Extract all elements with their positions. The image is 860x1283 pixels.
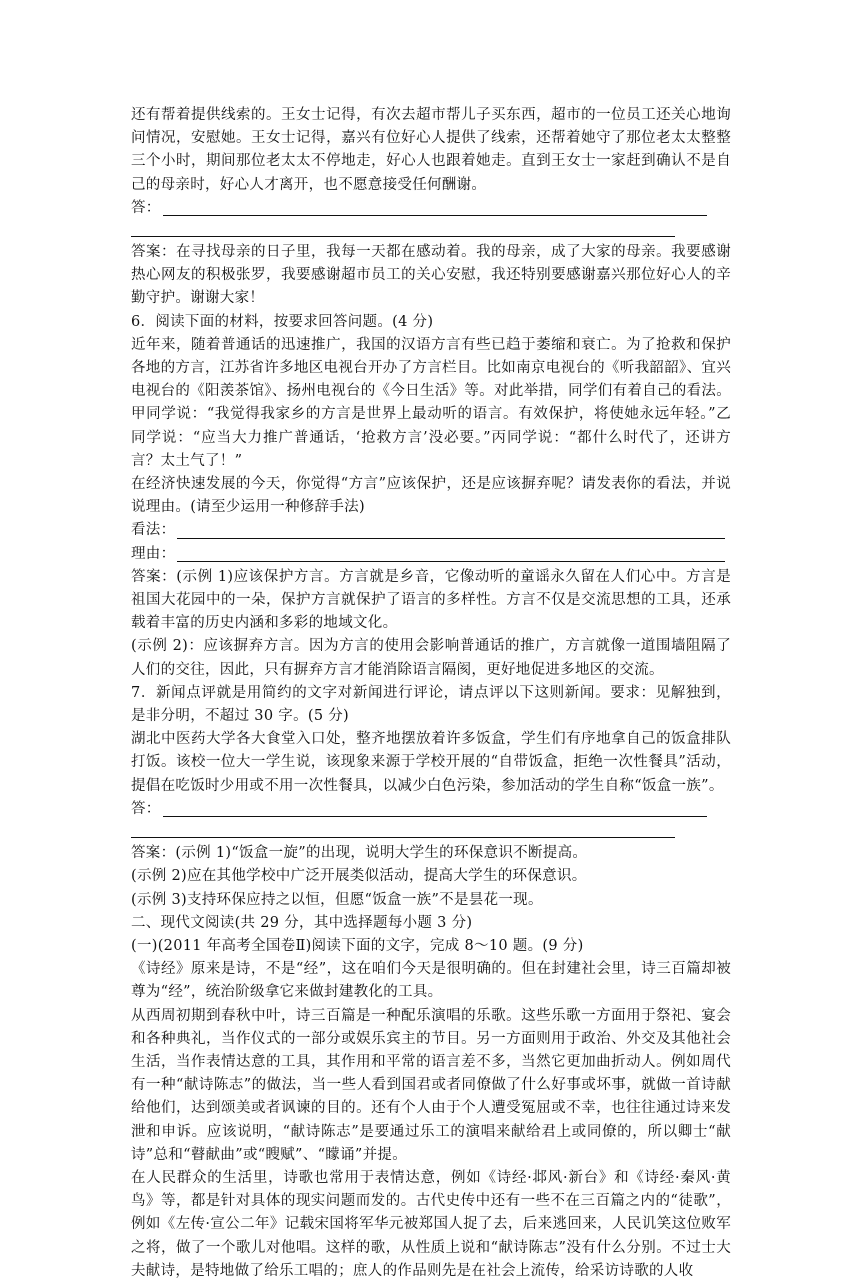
question-6-material: 近年来，随着普通话的迅速推广，我国的汉语方言有些已趋于萎缩和衰亡。为了抢救和保护各地的方言，江苏省许多地区电视台开办了方言栏目。比如南京电视台的《听我韶韶》、宜兴电视台的《阳羡茶馆》、扬州电视台的《今日生活》等。对此举措，同学们有着自己的看法。甲同学说：“我觉得我家乡的方言是世界上最动听的语言。有效保护，将使她永远年轻。”乙同学说：“应当大力推广普通话，‘抢救方言’没必要。”丙同学说：“都什么时代了，还讲方言？太土气了！” [131,336,731,469]
reading-paragraph-2: 从西周初期到春秋中叶，诗三百篇是一种配乐演唱的乐歌。这些乐歌一方面用于祭祀、宴会和各种典礼，当作仪式的一部分或娱乐宾主的节目。另一方面则用于政治、外交及其他社会生活，当作表情达意的工具，其作用和平常的语言差不多，当然它更加曲折动人。例如周代有一种“献诗陈志”的做法，当一些人看到国君或者同僚做了什么好事或坏事，就做一首诗献给他们，达到颂美或者讽谏的目的。还有个人由于个人遭受冤屈或不幸，也往往通过诗来发泄和申诉。应该说明，“献诗陈志”是要通过乐工的演唱来献给君上或同僚的，所以卿士“献诗”总和“瞽献曲”或“瞍赋”、“矇诵”并提。 [131,1007,731,1163]
answer-q6-example-1: 答案：(示例 1)应该保护方言。方言就是乡音，它像动听的童谣永久留在人们心中。方言是祖国大花园中的一朵，保护方言就保护了语言的多样性。方言不仅是交流思想的工具，还承载着丰富的历史内涵和多彩的地域文化。 [131,568,731,632]
reading-paragraph-3: 在人民群众的生活里，诗歌也常用于表情达意，例如《诗经·邶风·新台》和《诗经·秦风·黄鸟》等，都是针对具体的现实问题而发的。古代史传中还有一些不在三百篇之内的“徒歌”，例如《左传·宣公二年》记载宋国将军华元被郑国人捉了去，后来逃回来，人民讥笑这位败军之将，做了一个歌儿对他唱。这样的歌，从性质上说和“献诗陈志”没有什么分别。不过士大夫献诗，是特地做了给乐工唱的；庶人的作品则先是在社会上流传，给采访诗歌的人收 [131,1169,731,1279]
answer-blank-line-2[interactable] [131,220,675,237]
reason-line[interactable] [131,543,731,566]
question-6-requirement: 在经济快速发展的今天，你觉得“方言”应该保护，还是应该摒弃呢？请发表你的看法，并说说理由。(请至少运用一种修辞手法) [131,476,731,516]
answer-q7-example-1: 答案：(示例 1)“饭盒一旋”的出现，说明大学生的环保意识不断提高。 [131,845,588,862]
answer-blank[interactable] [163,199,707,216]
section-2-part-1-heading: (一)(2011 年高考全国卷Ⅱ)阅读下面的文字，完成 8～10 题。(9 分) [131,937,584,954]
question-7-news: 湖北中医药大学各大食堂入口处，整齐地摆放着许多饭盒，学生们有序地拿自己的饭盒排队打饭。该校一位大一学生说，该现象来源于学校开展的“自带饭盒，拒绝一次性餐具”活动，提倡在吃饭时少用或不用一次性餐具，以减少白色污染，参加活动的学生自称“饭盒一族”。 [131,731,731,794]
answer-q6-example-2: (示例 2)：应该摒弃方言。因为方言的使用会影响普通话的推广，方言就像一道围墙阻隔了人们的交往，因此，只有摒弃方言才能消除语言隔阂，更好地促进多地区的交流。 [131,638,731,678]
view-line[interactable] [131,519,731,542]
answer-line-q7[interactable] [131,798,731,821]
reason-label: 理由： [131,545,176,562]
answer-label: 答： [131,800,161,817]
answer-q7-example-3: (示例 3)支持环保应持之以恒，但愿“饭盒一族”不是昙花一现。 [131,891,543,908]
question-6: 6．阅读下面的材料，按要求回答问题。(4 分) [131,313,434,330]
answer-line-q5[interactable] [131,197,731,220]
view-blank[interactable] [177,522,725,539]
answer-blank-line-2[interactable] [131,821,675,838]
reason-blank[interactable] [177,545,725,562]
answer-q7-example-2: (示例 2)应在其他学校中广泛开展类似活动，提高大学生的环保意识。 [131,868,587,885]
answer-blank[interactable] [163,800,707,817]
view-label: 看法： [131,522,176,539]
paragraph-continuation: 还有帮着提供线索的。王女士记得，有次去超市帮儿子买东西，超市的一位员工还关心地询问情况，安慰她。王女士记得，嘉兴有位好心人提供了线索，还帮着她守了那位老太太整整三个小时，期间那位老太太不停地走，好心人也跟着她走。直到王女士一家赶到确认不是自己的母亲时，好心人才离开，也不愿意接受任何酬谢。 [131,107,731,193]
answer-q5: 答案：在寻找母亲的日子里，我每一天都在感动着。我的母亲，成了大家的母亲。我要感谢热心网友的积极张罗，我要感谢超市员工的关心安慰，我还特别要感谢嘉兴那位好心人的辛勤守护。谢谢大家！ [131,244,731,307]
answer-label: 答： [131,199,161,216]
section-2-heading: 二、现代文阅读(共 29 分，其中选择题每小题 3 分) [131,914,473,931]
question-7: 7．新闻点评就是用简约的文字对新闻进行评论，请点评以下这则新闻。要求：见解独到，是非分明，不超过 30 字。(5 分) [131,684,731,725]
document-page [131,104,731,1283]
reading-paragraph-1: 《诗经》原来是诗，不是“经”，这在咱们今天是很明确的。但在封建社会里，诗三百篇却被尊为“经”，统治阶级拿它来做封建教化的工具。 [131,961,731,1001]
